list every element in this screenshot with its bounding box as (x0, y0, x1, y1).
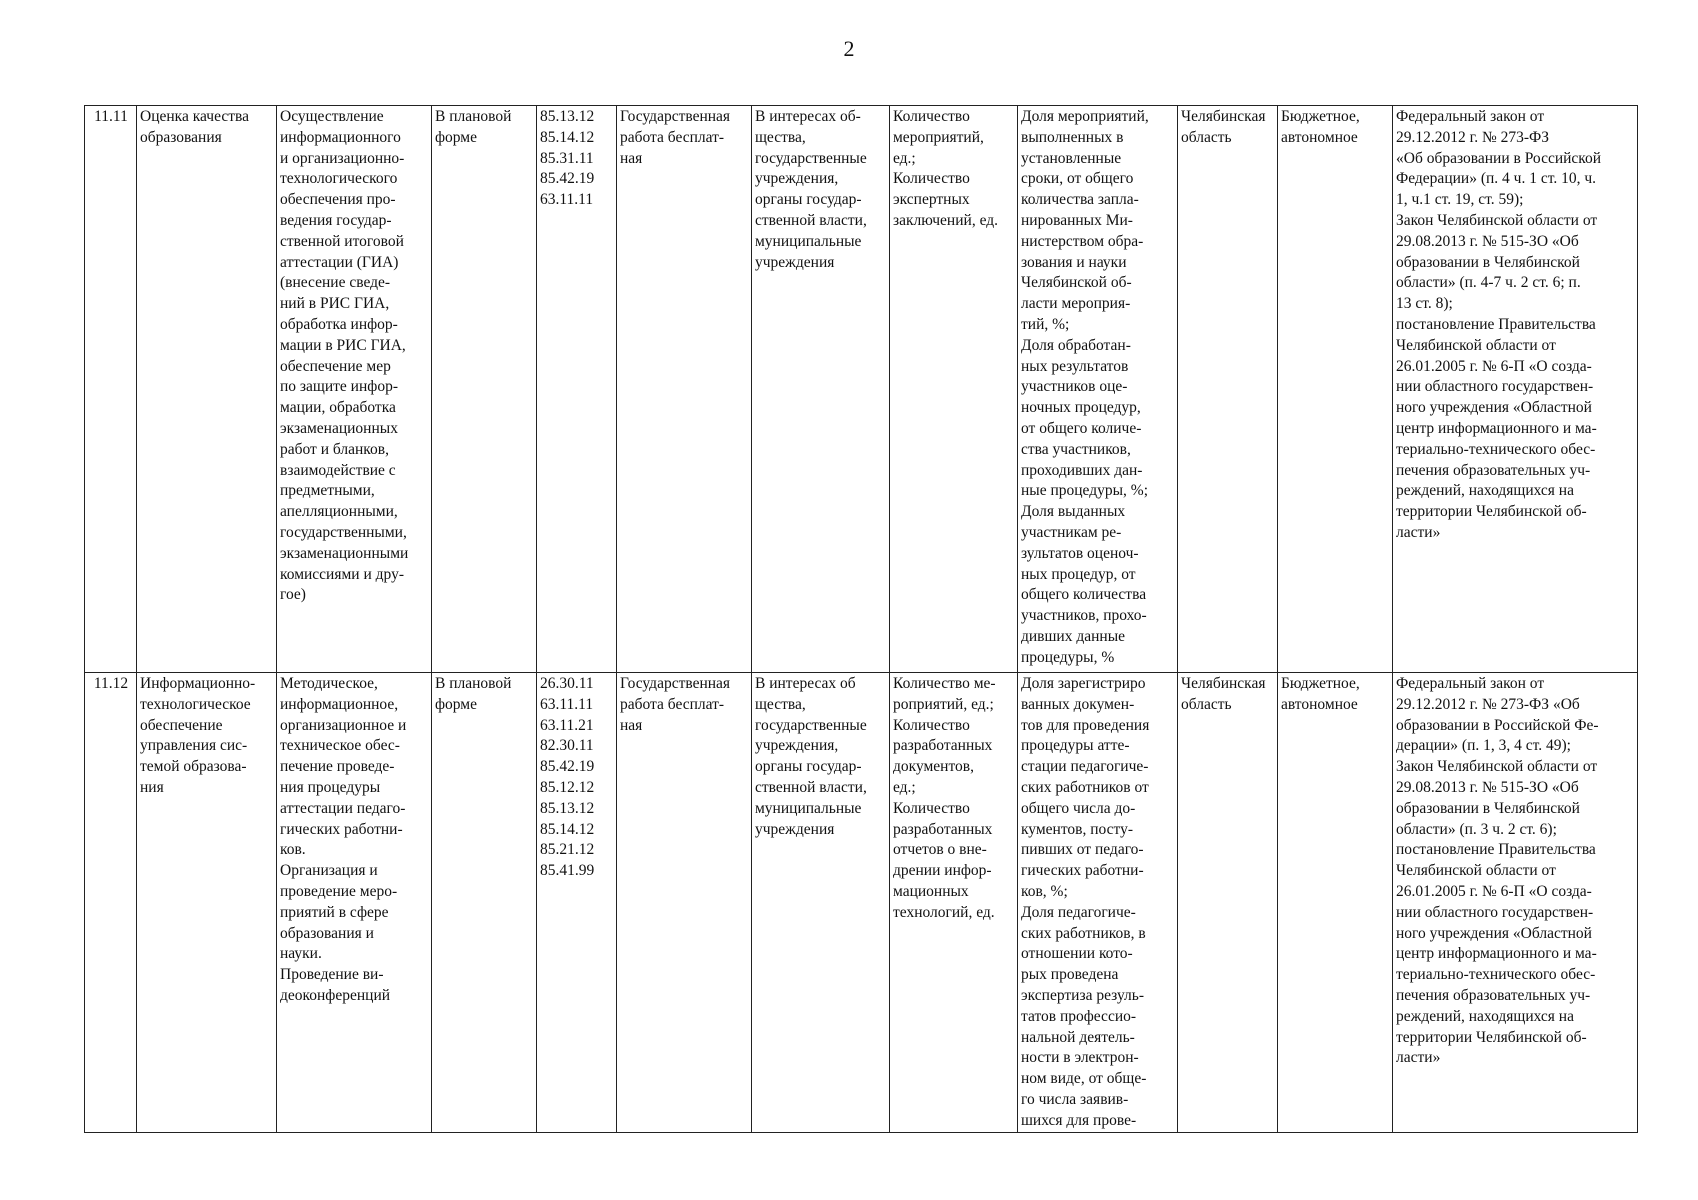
row-number-cell: 11.11 (85, 106, 137, 673)
work-type-cell: Государственная работа бесплат- ная (617, 106, 752, 673)
row-number-cell: 11.12 (85, 673, 137, 1133)
service-form-cell: В плановой форме (432, 106, 537, 673)
region-cell: Челябинская область (1178, 673, 1278, 1133)
okved-codes-cell: 26.30.11 63.11.11 63.11.21 82.30.11 85.42.19 85.12.12 85.13.12 85.14.12 85.21.12 85.41.99 (537, 673, 617, 1133)
table-row (85, 673, 1638, 1133)
work-type-cell: Государственная работа бесплат- ная (617, 673, 752, 1133)
region-cell: Челябинская область (1178, 106, 1278, 673)
consumers-cell: В интересах об щества, государственные учреждения, органы государ- ственной власти, муниципальные учреждения (752, 673, 890, 1133)
consumers-cell: В интересах об- щества, государственные учреждения, органы государ- ственной власти, муниципальные учреждения (752, 106, 890, 673)
volume-indicators-cell: Количество мероприятий, ед.; Количество экспертных заключений, ед. (890, 106, 1018, 673)
quality-indicators-cell: Доля мероприятий, выполненных в установленные сроки, от общего количества запла- нированных Ми- нистерством обра- зования и науки Челябинской об- ласти мероприя- тий, %; Доля обработан- ных результатов участников оце- ночных процедур, от общего количе- ства участников, проходивших дан- ные процедуры, %; Доля выданных участникам ре- зультатов оценоч- ных процедур, от общего количества участников, прохо- дивших данные процедуры, % (1018, 106, 1178, 673)
okved-codes-cell: 85.13.12 85.14.12 85.31.11 85.42.19 63.11.11 (537, 106, 617, 673)
services-table (84, 105, 1638, 1133)
table-row (85, 106, 1638, 673)
service-name-cell: Информационно- технологическое обеспечение управления сис- темой образова- ния (137, 673, 277, 1133)
service-content-cell: Методическое, информационное, организационное и техническое обес- печение проведе- ния процедуры аттестации педаго- гических работни- ков. Организация и проведение меро- приятий в сфере образования и науки. Проведение ви- деоконференций (277, 673, 432, 1133)
legal-basis-cell: Федеральный закон от 29.12.2012 г. № 273-ФЗ «Об образовании в Российской Фе- дерации» (п. 1, 3, 4 ст. 49); Закон Челябинской области от 29.08.2013 г. № 515-ЗО «Об образовании в Челябинской области» (п. 3 ч. 2 ст. 6); постановление Правительства Челябинской области от 26.01.2005 г. № 6-П «О созда- нии областного государствен- ного учреждения «Областной центр информационного и ма- териально-технического обес- печения образовательных уч- реждений, находящихся на территории Челябинской об- ласти» (1393, 673, 1638, 1133)
volume-indicators-cell: Количество ме- роприятий, ед.; Количество разработанных документов, ед.; Количество разработанных отчетов о вне- дрении инфор- мационных технологий, ед. (890, 673, 1018, 1133)
service-content-cell: Осуществление информационного и организационно- технологического обеспечения про- ведения государ- ственной итоговой аттестации (ГИА) (внесение сведе- ний в РИС ГИА, обработка инфор- мации в РИС ГИА, обеспечение мер по защите инфор- мации, обработка экзаменационных работ и бланков, взаимодействие с предметными, апелляционными, государственными, экзаменационными комиссиями и дру- гое) (277, 106, 432, 673)
page-number: 2 (843, 36, 855, 61)
institution-type-cell: Бюджетное, автономное (1278, 673, 1393, 1133)
service-form-cell: В плановой форме (432, 673, 537, 1133)
service-name-cell: Оценка качества образования (137, 106, 277, 673)
quality-indicators-cell: Доля зарегистриро ванных докумен- тов для проведения процедуры атте- стации педагогиче- ских работников от общего числа до- кументов, посту- пивших от педаго- гических работни- ков, %; Доля педагогиче- ских работников, в отношении кото- рых проведена экспертиза резуль- татов профессио- нальной деятель- ности в электрон- ном виде, от обще- го числа заявив- шихся для прове- (1018, 673, 1178, 1133)
institution-type-cell: Бюджетное, автономное (1278, 106, 1393, 673)
legal-basis-cell: Федеральный закон от 29.12.2012 г. № 273-ФЗ «Об образовании в Российской Федерации» (п. 4 ч. 1 ст. 10, ч. 1, ч.1 ст. 19, ст. 59); Закон Челябинской области от 29.08.2013 г. № 515-ЗО «Об образовании в Челябинской области» (п. 4-7 ч. 2 ст. 6; п. 13 ст. 8); постановление Правительства Челябинской области от 26.01.2005 г. № 6-П «О созда- нии областного государствен- ного учреждения «Областной центр информационного и ма- териально-технического обес- печения образовательных уч- реждений, находящихся на территории Челябинской об- ласти» (1393, 106, 1638, 673)
